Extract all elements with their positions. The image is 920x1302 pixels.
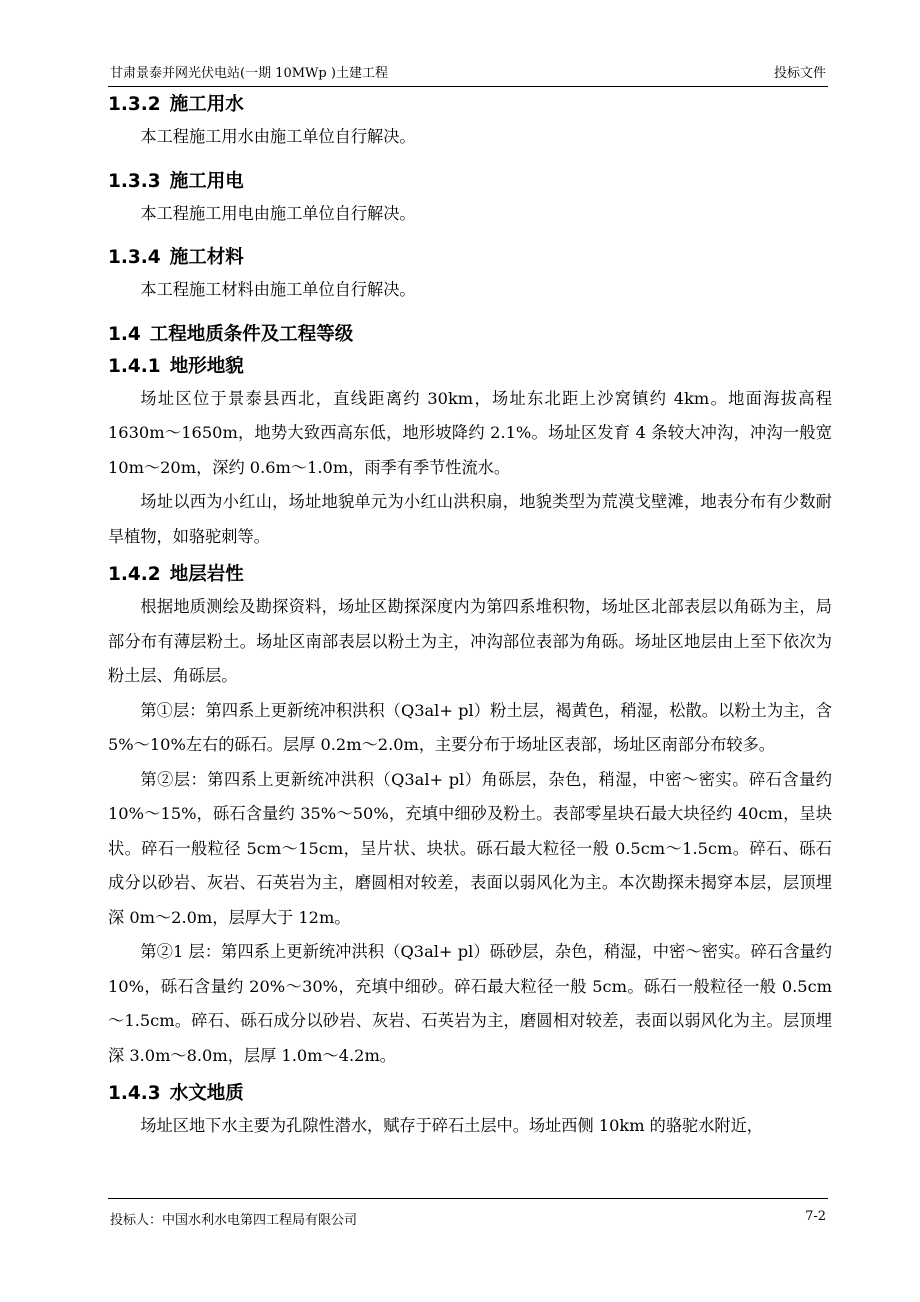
section-number: 1.4.1 [108,355,161,377]
section [108,243,832,308]
document-body [108,90,832,1144]
section [108,1079,832,1144]
section-heading [108,243,832,273]
footer-bidder: 投标人：中国水利水电第四工程局有限公司 [110,1213,358,1228]
body-paragraph: 本工程施工用电由施工单位自行解决。 [140,203,416,223]
section-title: 施工用水 [169,94,244,115]
section-heading [108,320,832,350]
section [108,167,832,232]
section-number: 1.4.3 [108,1083,161,1104]
section-heading [108,90,832,120]
body-paragraph: 根据地质测绘及勘探资料，场址区勘探深度内为第四系堆积物，场址区北部表层以角砾为主，局部分布有薄层粉土。场址区南部表层以粉土为主，冲沟部位表部为角砾。场址区地层由上至下依次为粉土层、角砾层。 [108,597,832,685]
section-heading [108,1079,832,1109]
section-number: 1.4 [108,323,141,345]
section-number: 1.3.4 [108,247,161,268]
section-title: 施工材料 [169,247,244,268]
section-title: 水文地质 [169,1083,244,1104]
section [108,320,832,350]
section-number: 1.3.3 [108,170,161,192]
header-project-title: 甘肃景泰并网光伏电站(一期 10MWp )土建工程 [110,66,388,81]
section-heading [108,167,832,197]
body-paragraph: 场址区位于景泰县西北，直线距离约 30km，场址东北距上沙窝镇约 4km。地面海拔高程 1630m～1650m，地势大致西高东低，地形坡降约 2.1%。场址区发育 4 条较大冲沟，冲沟一般宽 10m～20m，深约 0.6m～1.0m，雨季有季节性流水。 [108,388,832,477]
section-number: 1.4.2 [108,564,161,585]
section-title: 地层岩性 [169,564,244,585]
body-paragraph: 场址区地下水主要为孔隙性潜水，赋存于碎石土层中。场址西侧 10km 的骆驼水附近， [140,1116,763,1135]
header-doc-type: 投标文件 [773,66,826,81]
body-paragraph: 场址以西为小红山，场址地貌单元为小红山洪积扇，地貌类型为荒漠戈壁滩，地表分布有少数耐旱植物，如骆驼刺等。 [108,492,832,546]
page-footer [108,1198,828,1239]
body-paragraph: 本工程施工用水由施工单位自行解决。 [140,127,416,146]
footer-page-number: 7-2 [805,1209,826,1224]
section-title: 施工用电 [169,170,244,192]
section [108,90,832,155]
section-number: 1.3.2 [108,94,161,115]
section-title: 工程地质条件及工程等级 [149,323,354,345]
section-heading [108,352,832,382]
section [108,352,832,555]
section [108,560,832,1073]
body-paragraph: 第②1 层：第四系上更新统冲洪积（Q3al+ pl）砾砂层，杂色，稍湿，中密～密实。碎石含量约 10%，砾石含量约 20%～30%，充填中细砂。碎石最大粒径一般 5cm。砾石一般粒径一般 0.5cm～1.5cm。碎石、砾石成分以砂岩、灰岩、石英岩为主，磨圆相对较差，表面以弱风化为主。层顶埋深 3.0m～8.0m，层厚 1.0m～4.2m。 [108,942,832,1065]
page-header [108,64,828,87]
section-heading [108,560,832,590]
body-paragraph: 第②层：第四系上更新统冲洪积（Q3al+ pl）角砾层，杂色，稍湿，中密～密实。碎石含量约 10%～15%，砾石含量约 35%～50%，充填中细砂及粉土。表部零星块石最大块径约 40cm，呈块状。碎石一般粒径 5cm～15cm，呈片状、块状。砾石最大粒径一般 0.5cm～1.5cm。碎石、砾石成分以砂岩、灰岩、石英岩为主，磨圆相对较差，表面以弱风化为主。本次勘探未揭穿本层，层顶埋深 0m～2.0m，层厚大于 12m。 [108,769,832,927]
body-paragraph: 第①层：第四系上更新统冲积洪积（Q3al+ pl）粉土层，褐黄色，稍湿，松散。以粉土为主，含 5%～10%左右的砾石。层厚 0.2m～2.0m，主要分布于场址区表部，场址区南部分布较多。 [108,700,832,754]
body-paragraph: 本工程施工材料由施工单位自行解决。 [140,280,416,299]
section-title: 地形地貌 [169,355,244,377]
